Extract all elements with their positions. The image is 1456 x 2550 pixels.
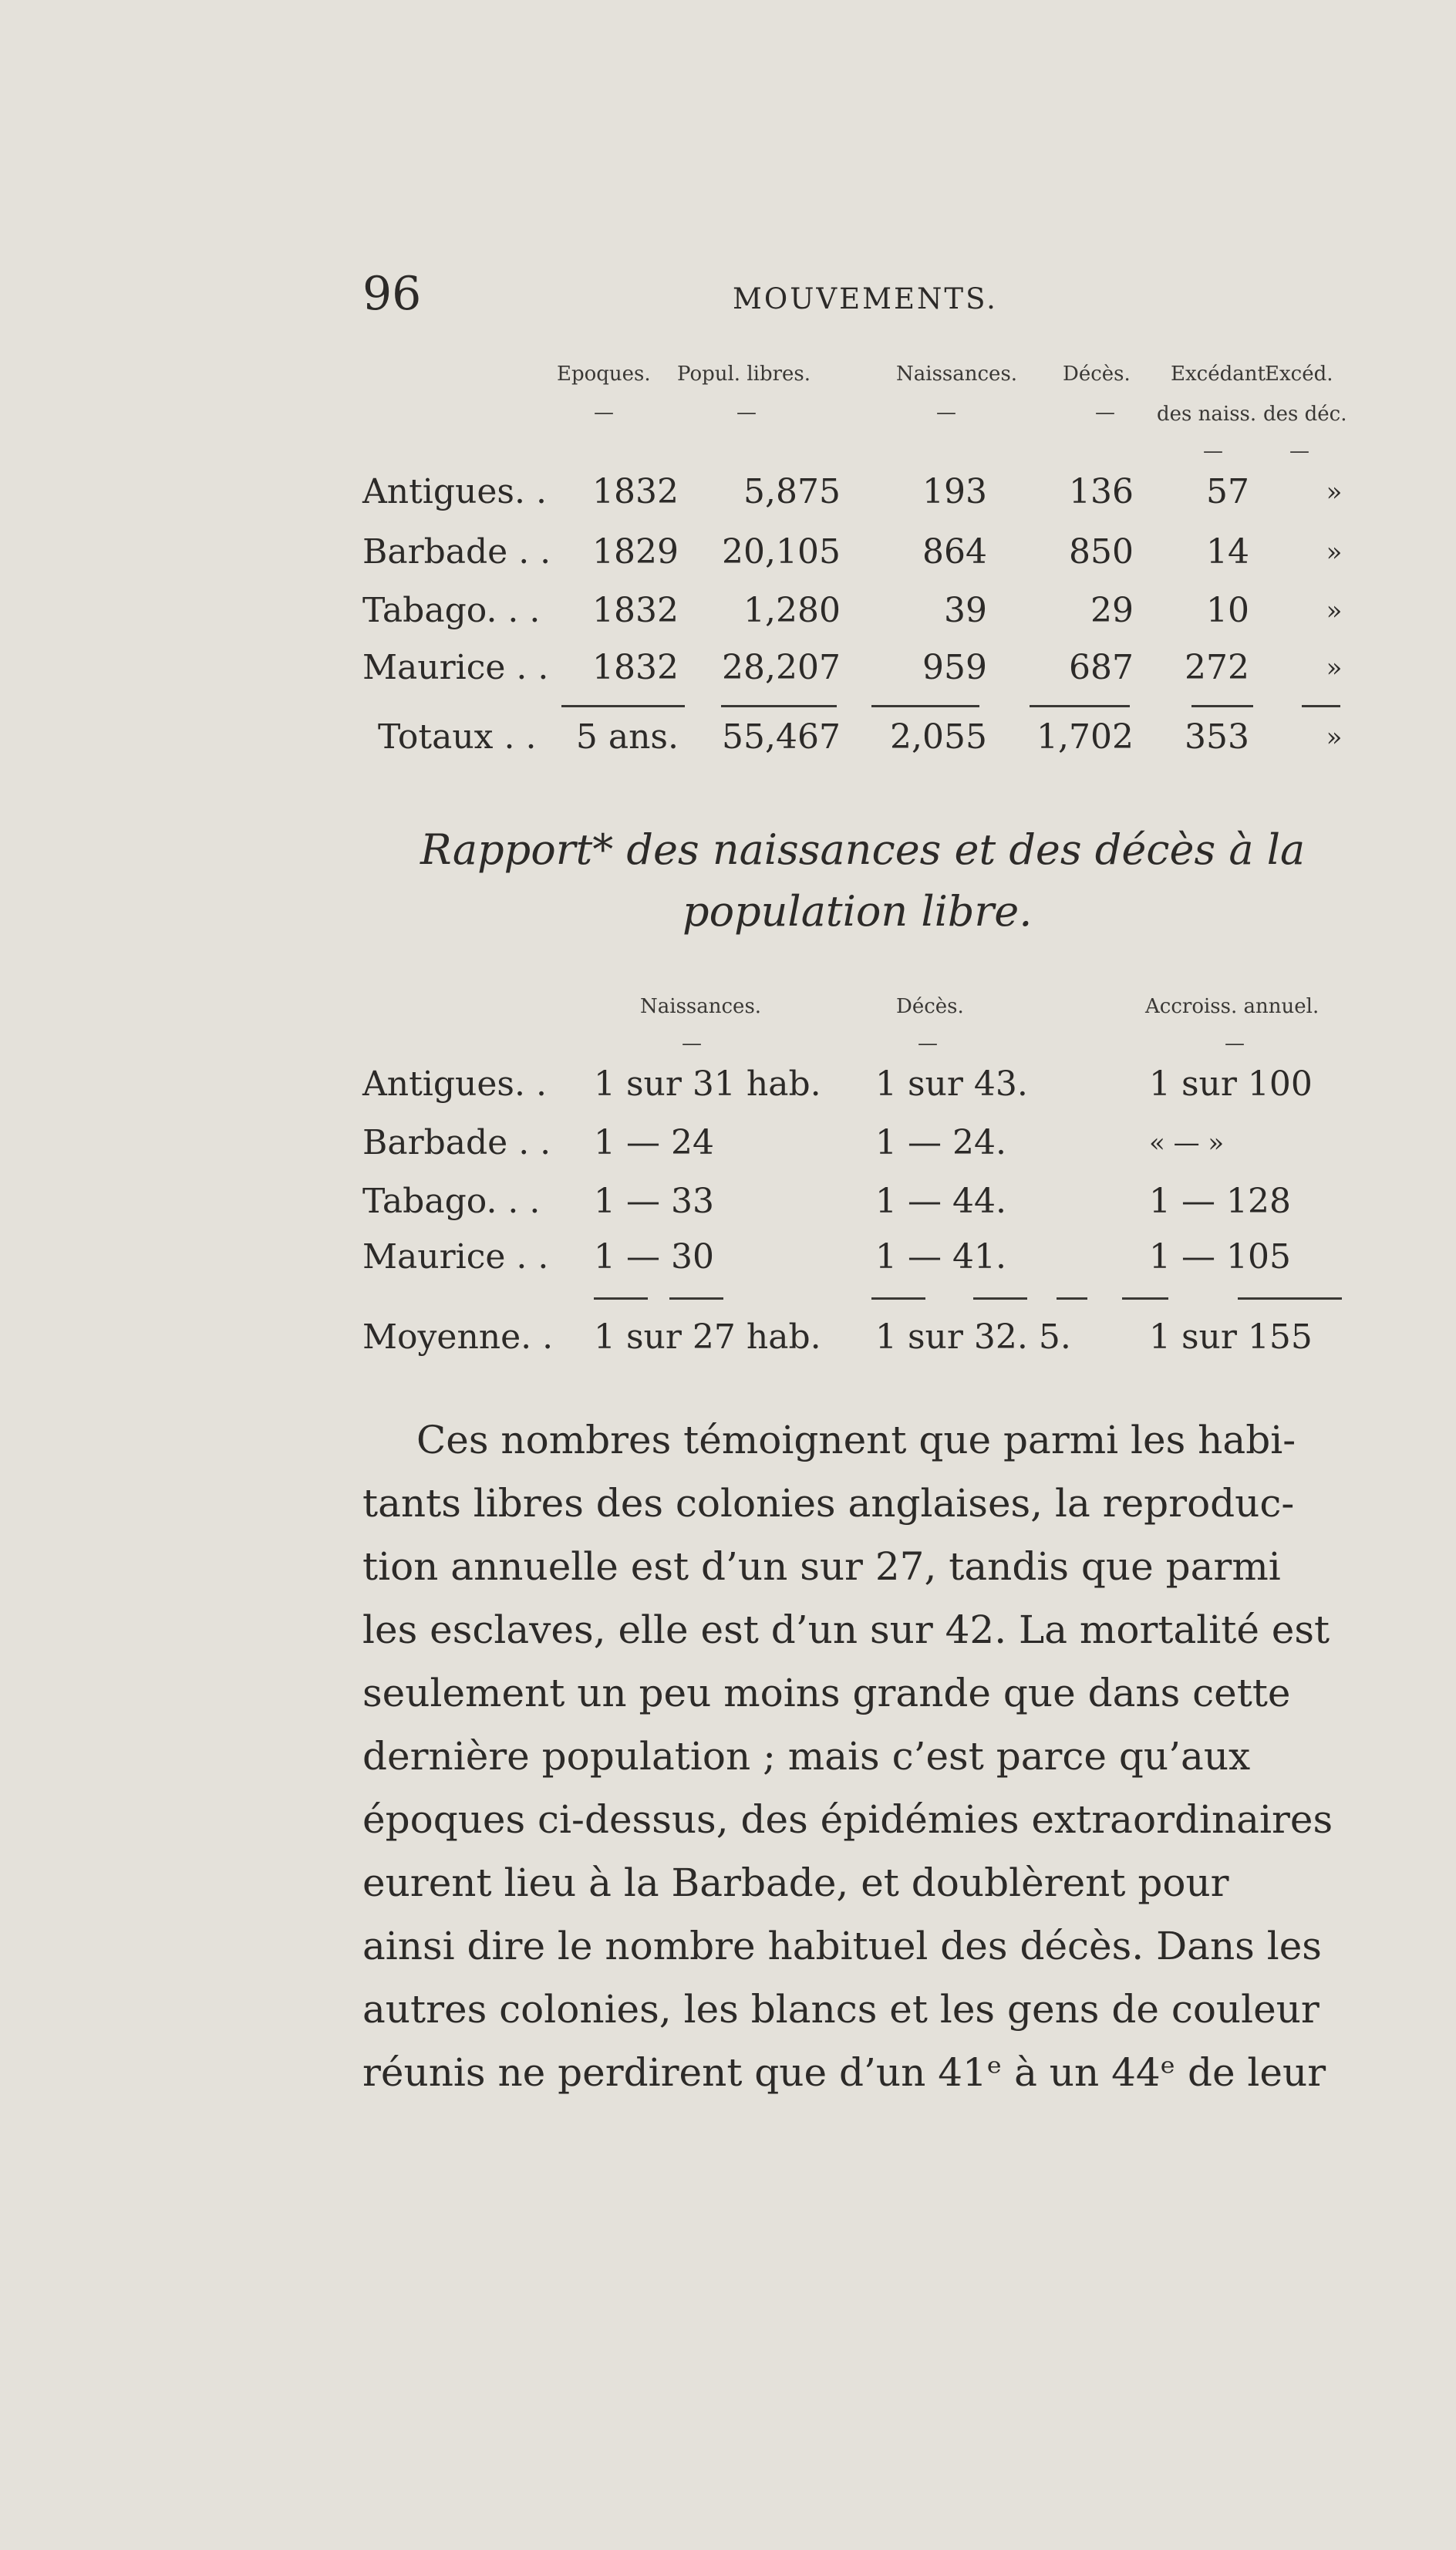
table1-epoque: 1832: [592, 648, 679, 687]
section-title-line1: Rapport* des naissances et des décès à la: [420, 825, 1306, 874]
table1-dash: —: [1095, 401, 1115, 424]
table1-total-naissances: 2,055: [890, 717, 987, 757]
table2-naissances: 1 sur 31 hab.: [594, 1064, 821, 1104]
body-line: autres colonies, les blancs et les gens de couleur: [362, 1987, 1320, 2032]
table1-population: 5,875: [743, 472, 841, 511]
running-title: MOUVEMENTS.: [733, 282, 998, 315]
table1-header-deces: Décès.: [1063, 363, 1131, 386]
body-line: réunis ne perdirent que d’un 41ᵉ à un 44ᵉ de leur: [362, 2050, 1326, 2095]
body-line: seulement un peu moins grande que dans cette: [362, 1671, 1291, 1715]
table1-deces: 687: [1069, 648, 1134, 687]
table1-excedant-dec: »: [1326, 653, 1343, 683]
table1-deces: 29: [1090, 591, 1134, 630]
table1-excedant-dec: »: [1326, 477, 1343, 508]
table2-mean-accroissement: 1 sur 155: [1149, 1317, 1313, 1357]
table1-total-rule: [561, 705, 685, 707]
table2-mean-label: Moyenne. .: [362, 1317, 554, 1357]
table2-colony-name: Maurice . .: [362, 1237, 549, 1277]
table2-mean-rule: [973, 1297, 1027, 1300]
table1-header-popul: Popul. libres.: [677, 363, 811, 386]
table1-excedant-naiss: 14: [1206, 532, 1249, 572]
table1-total-population: 55,467: [722, 717, 841, 757]
body-line: eurent lieu à la Barbade, et doublèrent pour: [362, 1860, 1229, 1905]
body-line: ainsi dire le nombre habituel des décès. Dans les: [362, 1924, 1322, 1968]
table1-total-deces: 1,702: [1036, 717, 1134, 757]
table1-dash: —: [1289, 440, 1309, 463]
table1-excedant-dec: »: [1326, 537, 1343, 568]
table1-subheader-naiss: des naiss.: [1157, 403, 1257, 426]
table1-dash: —: [594, 401, 614, 424]
table1-deces: 850: [1069, 532, 1134, 572]
table2-mean-rule: [669, 1297, 723, 1300]
table1-dash: —: [736, 401, 757, 424]
table2-colony-name: Tabago. . .: [362, 1182, 541, 1221]
table1-total-rule: [721, 705, 837, 707]
page-number: 96: [362, 267, 422, 321]
table1-excedant-naiss: 10: [1206, 591, 1249, 630]
table1-epoque: 1832: [592, 591, 679, 630]
table1-naissances: 864: [922, 532, 987, 572]
table1-total-rule: [1302, 705, 1340, 707]
table1-total-epoque: 5 ans.: [575, 717, 679, 757]
table2-header-accroiss: Accroiss. annuel.: [1145, 995, 1320, 1018]
table1-naissances: 959: [922, 648, 987, 687]
table1-colony-name: Barbade . .: [362, 532, 551, 572]
body-line: époques ci-dessus, des épidémies extraordinaires: [362, 1797, 1333, 1842]
table2-deces: 1 — 41.: [875, 1237, 1006, 1277]
table1-colony-name: Antigues. .: [362, 472, 547, 511]
section-title-line2: population libre.: [682, 887, 1033, 936]
table2-accroissement: 1 sur 100: [1149, 1064, 1313, 1104]
table1-total-rule: [871, 705, 979, 707]
table2-dash: —: [1225, 1032, 1245, 1055]
table1-total-rule: [1191, 705, 1253, 707]
table2-header-naissances: Naissances.: [640, 995, 762, 1018]
table2-mean-rule: [1057, 1297, 1087, 1300]
table1-dash: —: [1203, 440, 1223, 463]
table2-mean-rule: [871, 1297, 925, 1300]
table2-mean-rule: [594, 1297, 648, 1300]
table1-excedant-naiss: 57: [1206, 472, 1249, 511]
table2-deces: 1 sur 43.: [875, 1064, 1028, 1104]
table2-dash: —: [918, 1032, 938, 1055]
table1-excedant-naiss: 272: [1185, 648, 1249, 687]
table2-colony-name: Barbade . .: [362, 1123, 551, 1162]
table2-naissances: 1 — 33: [594, 1182, 714, 1221]
body-line: tants libres des colonies anglaises, la reproduc-: [362, 1481, 1295, 1526]
table1-header-exced: Excéd.: [1265, 363, 1333, 386]
table2-deces: 1 — 44.: [875, 1182, 1006, 1221]
table1-epoque: 1829: [592, 532, 679, 572]
table1-population: 20,105: [722, 532, 841, 572]
table1-total-excedant-dec: »: [1326, 722, 1343, 753]
table2-accroissement: 1 — 128: [1149, 1182, 1291, 1221]
table2-accroissement: « — »: [1149, 1128, 1225, 1159]
table2-deces: 1 — 24.: [875, 1123, 1006, 1162]
table1-total-excedant-naiss: 353: [1185, 717, 1249, 757]
table2-accroissement: 1 — 105: [1149, 1237, 1291, 1277]
body-line: Ces nombres témoignent que parmi les habi-: [416, 1418, 1296, 1462]
table1-excedant-dec: »: [1326, 595, 1343, 626]
table1-colony-name: Tabago. . .: [362, 591, 541, 630]
table1-header-naissances: Naissances.: [896, 363, 1018, 386]
table1-total-label: Totaux . .: [378, 717, 537, 757]
table1-naissances: 39: [944, 591, 987, 630]
table1-population: 28,207: [722, 648, 841, 687]
table2-colony-name: Antigues. .: [362, 1064, 547, 1104]
table2-dash: —: [682, 1032, 702, 1055]
table2-naissances: 1 — 24: [594, 1123, 714, 1162]
table1-header-epoques: Epoques.: [557, 363, 651, 386]
table1-total-rule: [1030, 705, 1130, 707]
table1-population: 1,280: [743, 591, 841, 630]
table2-mean-rule: [1122, 1297, 1168, 1300]
table2-mean-rule: [1238, 1297, 1342, 1300]
table1-subheader-dec: des déc.: [1263, 403, 1347, 426]
table1-deces: 136: [1069, 472, 1134, 511]
body-line: tion annuelle est d’un sur 27, tandis que parmi: [362, 1544, 1281, 1589]
table1-epoque: 1832: [592, 472, 679, 511]
table1-naissances: 193: [922, 472, 987, 511]
table2-header-deces: Décès.: [896, 995, 964, 1018]
table1-colony-name: Maurice . .: [362, 648, 549, 687]
body-line: les esclaves, elle est d’un sur 42. La mortalité est: [362, 1607, 1330, 1652]
body-line: dernière population ; mais c’est parce qu’aux: [362, 1734, 1251, 1779]
table1-header-excedant: Excédant: [1171, 363, 1266, 386]
table1-dash: —: [936, 401, 956, 424]
table2-naissances: 1 — 30: [594, 1237, 714, 1277]
table2-mean-deces: 1 sur 32. 5.: [875, 1317, 1071, 1357]
table2-mean-naissances: 1 sur 27 hab.: [594, 1317, 821, 1357]
